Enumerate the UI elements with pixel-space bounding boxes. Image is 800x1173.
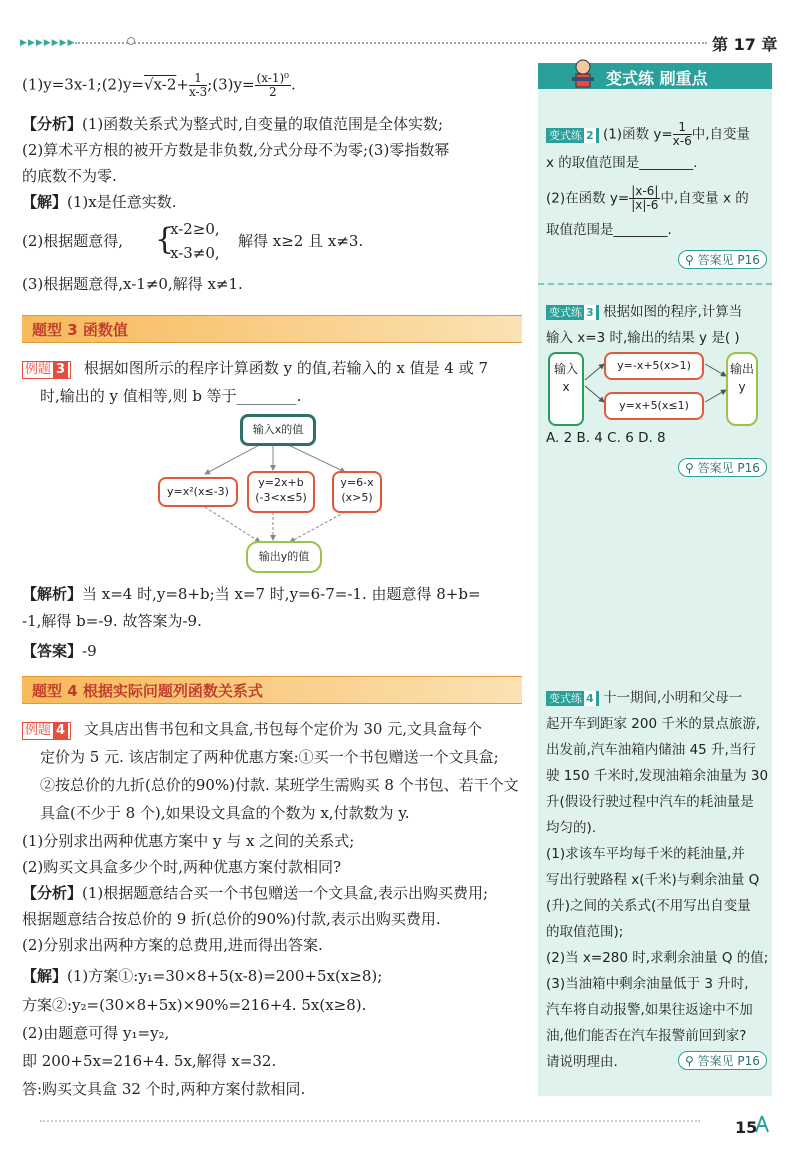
analysis-label: 【分析】 [22, 884, 83, 902]
flow-output-box: 输出y的值 [246, 541, 322, 573]
v3-text: 根据如图的程序,计算当 [602, 304, 743, 320]
answer-ref-label: 答案见 P16 [697, 1054, 760, 1068]
solution-4-line3: (2)由题意可得 y₁=y₂, [22, 1024, 170, 1042]
frac-num: (x-1)⁰ [256, 71, 289, 85]
question-functions [22, 72, 296, 99]
flow-input-box: 输入x的值 [240, 414, 316, 446]
v4-line8: 写出行驶路程 x(千米)与剩余油量 Q [546, 872, 760, 888]
example-4-line1 [22, 718, 482, 740]
pin-icon: ⚲ [685, 1054, 698, 1068]
branch-2-line2: (-3<x≤5) [255, 491, 307, 504]
jiexi-label: 【解析】 [22, 585, 83, 603]
v4-line4: 驶 150 千米时,发现油箱余油量为 30 [546, 768, 769, 784]
v2-text-a: (1)函数 y= [602, 126, 673, 143]
solution-label: 【解】 [22, 193, 68, 211]
header-divider-dot [127, 37, 135, 45]
frac-den: 2 [268, 85, 277, 99]
v2-text-b: 中,自变量 [691, 126, 751, 143]
branch-3-line1: y=6-x [340, 476, 374, 489]
v3-branch-top: y=-x+5(x>1) [604, 352, 704, 380]
analysis-4-line3: (2)分别求出两种方案的总费用,进而得出答案. [22, 936, 323, 954]
header-arrows: ▶▶▶▶▶▶▶ [20, 38, 76, 48]
func-sqrt: √x-2 [144, 75, 177, 94]
jiexi-text: 当 x=4 时,y=8+b;当 x=7 时,y=6-7=-1. 由题意得 8+b= [82, 585, 481, 603]
v2-text-d: 中,自变量 x 的 [660, 190, 749, 207]
solution-text: (1)x是任意实数. [67, 193, 177, 211]
example-3-text: 根据如图所示的程序计算函数 y 的值,若输入的 x 值是 4 或 7 [83, 359, 489, 377]
solution-1-line3: (3)根据题意得,x-1≠0,解得 x≠1. [22, 275, 243, 293]
flow-branch-3 [332, 471, 382, 513]
pin-icon: ⚲ [685, 461, 698, 475]
example-tag-label: 例题 [25, 362, 52, 377]
v4-line15: 请说明理由. [546, 1054, 618, 1070]
solution-4-line5: 答:购买文具盒 32 个时,两种方案付款相同. [22, 1080, 306, 1098]
example-4-q2: (2)购买文具盒多少个时,两种优惠方案付款相同? [22, 858, 342, 876]
page-number: 15 [735, 1118, 758, 1137]
func-plus: + [176, 75, 189, 94]
example-tag [22, 361, 71, 379]
example-4-line2: 定价为 5 元. 该店制定了两种优惠方案:①买一个书包赠送一个文具盒; [40, 748, 499, 766]
sidebar-v4 [538, 63, 772, 1096]
footer-divider [40, 1120, 700, 1122]
flow-branch-2 [247, 471, 315, 513]
analysis-4-line2: 根据题意结合按总价的 9 折(总价的90%)付款,表示出购买费用. [22, 910, 441, 928]
v4-line1 [546, 687, 742, 709]
v4-line14: 油,他们能否在汽车报警前回到家? [546, 1028, 747, 1044]
v3-branch-bottom: y=x+5(x≤1) [604, 392, 704, 420]
branch-2-line1: y=2x+b [258, 476, 304, 489]
system-line1: x-2≥0, [170, 220, 220, 238]
answer-label: 【答案】 [22, 642, 83, 660]
analysis-text: (1)函数关系式为整式时,自变量的取值范围是全体实数; [82, 115, 444, 133]
analysis-text: (1)根据题意结合买一个书包赠送一个文具盒,表示出购买费用; [82, 884, 489, 902]
v4-text: 十一期间,小明和父母一 [602, 690, 743, 706]
compass-icon [752, 1114, 772, 1134]
chapter-title: 第 17 章 [712, 35, 778, 54]
frac-den: x-3 [188, 85, 208, 99]
v4-line2: 起开车到距家 200 千米的景点旅游, [546, 716, 761, 732]
v4-line7: (1)求该车平均每千米的耗油量,并 [546, 846, 745, 862]
v3-input-var: x [562, 380, 570, 394]
example-4-line3: ②按总价的九折(总价的90%)付款. 某班学生需购买 8 个书包、若干个文 [40, 776, 519, 794]
section-3-banner [22, 315, 522, 343]
analysis-label: 【分析】 [22, 115, 83, 133]
variant-tag-num: 4 [586, 692, 594, 705]
v4-line12: (3)当油箱中剩余油量低于 3 升时, [546, 976, 749, 992]
analysis-4-line1 [22, 882, 488, 904]
frac-den: x-6 [672, 134, 692, 148]
solution-4-line1 [22, 965, 382, 987]
example-tag-num: 4 [53, 723, 68, 739]
v4-line13: 汽车将自动报警,如果往返途中不加 [546, 1002, 753, 1018]
section-4-title: 题型 4 根据实际问题列函数关系式 [32, 682, 263, 700]
v4-line3: 出发前,汽车油箱内储油 45 升,当行 [546, 742, 756, 758]
v4-line11: (2)当 x=280 时,求剩余油量 Q 的值; [546, 950, 769, 966]
jiexi-3-line1 [22, 583, 481, 605]
v2-line4: 取值范围是________. [546, 222, 672, 238]
func-part3: ;(3)y= [207, 75, 255, 94]
solution-4-line4: 即 200+5x=216+4. 5x,解得 x=32. [22, 1052, 277, 1070]
func-end: . [290, 75, 296, 94]
example-4-q1: (1)分别求出两种优惠方案中 y 与 x 之间的关系式; [22, 832, 355, 850]
answer-ref-label: 答案见 P16 [697, 461, 760, 475]
solution-4-line2: 方案②:y₂=(30×8+5x)×90%=216+4. 5x(x≥8). [22, 996, 367, 1014]
sidebar-title: 变式练 刷重点 [606, 69, 708, 88]
frac-den: |x|-6 [631, 198, 659, 212]
section-3-title: 题型 3 函数值 [32, 321, 128, 339]
example-4-line4: 具盒(不少于 8 个),如果设文具盒的个数为 x,付款数为 y. [40, 804, 410, 822]
example-tag-num: 3 [53, 362, 68, 378]
variant-tag [546, 691, 599, 706]
fraction-zero-power [255, 72, 291, 99]
example-tag [22, 722, 71, 740]
frac-num: |x-6| [631, 184, 659, 198]
answer-3 [22, 640, 97, 662]
v3-output-label: 输出 [729, 362, 754, 376]
v3-options: A. 2 B. 4 C. 6 D. 8 [546, 430, 666, 446]
example-tag-label: 例题 [25, 723, 52, 738]
variant-tag-label: 变式练 [549, 306, 582, 319]
variant-tag-label: 变式练 [549, 692, 582, 705]
answer-ref-label: 答案见 P16 [697, 253, 760, 267]
answer-value: -9 [82, 642, 97, 660]
variant-tag-label: 变式练 [549, 128, 582, 142]
analysis-1-line3: 的底数不为零. [22, 167, 117, 185]
system-brace: { [155, 222, 175, 257]
fraction-1-over-x-3 [189, 72, 207, 99]
v4-line6: 均匀的). [546, 820, 597, 836]
v4-line10: 的取值范围); [546, 924, 624, 940]
flow-branch-1: y=x²(x≤-3) [158, 477, 238, 507]
analysis-1-line2: (2)算术平方根的被开方数是非负数,分式分母不为零;(3)零指数幂 [22, 141, 450, 159]
v2-line2: x 的取值范围是________. [546, 155, 698, 171]
system-line2: x-3≠0, [170, 244, 220, 262]
section-4-banner [22, 676, 522, 704]
v2-text-c: (2)在函数 y= [546, 190, 630, 207]
example-4-text: 文具店出售书包和文具盒,书包每个定价为 30 元,文具盒每个 [83, 720, 483, 738]
example-3-line1 [22, 357, 488, 379]
frac-num: 1 [189, 72, 207, 86]
v4-line5: 升(假设行驶过程中汽车的耗油量是 [546, 794, 754, 810]
solution-text: (1)方案①:y₁=30×8+5(x-8)=200+5x(x≥8); [67, 967, 383, 985]
example-3-line2: 时,输出的 y 值相等,则 b 等于________. [40, 387, 302, 405]
func-part1: (1)y=3x-1;(2)y= [22, 75, 144, 94]
variant-tag-num: 3 [586, 306, 594, 319]
answer-ref-v4[interactable] [678, 1051, 767, 1070]
v3-input-label: 输入 [553, 362, 578, 376]
branch-3-line2: (x>5) [341, 491, 373, 504]
solution-1-line2b: 解得 x≥2 且 x≠3. [238, 232, 364, 250]
header-divider [75, 42, 707, 44]
analysis-1-line1 [22, 113, 443, 135]
variant-tag-num: 2 [586, 128, 594, 142]
v4-line9: (升)之间的关系式(不用写出自变量 [546, 898, 751, 914]
solution-1-line2a: (2)根据题意得, [22, 232, 124, 250]
solution-1-line1 [22, 191, 177, 213]
pin-icon: ⚲ [685, 253, 698, 267]
v3-output-var: y [738, 380, 746, 394]
solution-label: 【解】 [22, 967, 68, 985]
v3-line2: 输入 x=3 时,输出的结果 y 是( ) [546, 330, 740, 346]
frac-num: 1 [673, 121, 692, 135]
jiexi-3-line2: -1,解得 b=-9. 故答案为-9. [22, 612, 202, 630]
